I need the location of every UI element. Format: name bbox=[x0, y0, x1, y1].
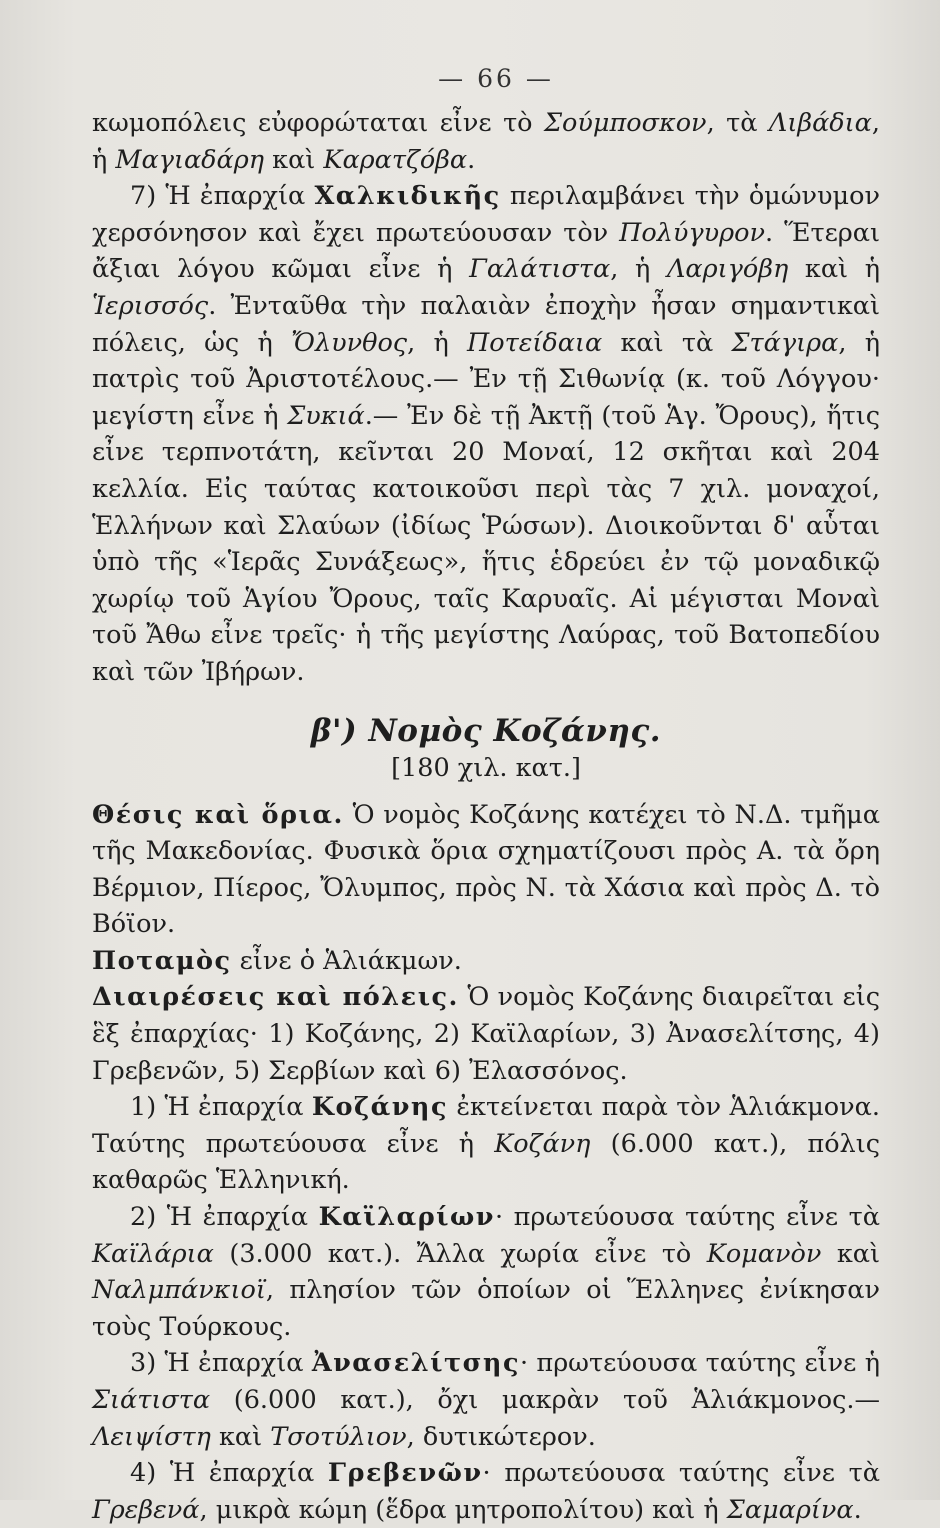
text-run: · πρωτεύουσα ταύτης εἶνε τὰ bbox=[482, 1458, 880, 1489]
place-name: Ὄλυνθος bbox=[291, 327, 408, 358]
text-run: .— Ἐν δὲ τῇ Ἀκτῇ (τοῦ Ἁγ. Ὄρους), ἥτις εἶνε τερπνοτάτη, κεῖνται 20 Μοναί, 12 σκῆται καὶ 204 κελλία. Εἰς ταύτας κατοικοῦσι περὶ τὰς 7 χιλ. μοναχοί, Ἑλλήνων καὶ Σλαύων (ἰδίως Ῥώσων). Διοικοῦνται δ' αὗται ὑπὸ τῆς «Ἱερᾶς Συνάξεως», ἥτις ἑδρεύει ἐν τῷ μοναδικῷ χωρίῳ τοῦ Ἁγίου Ὄρους, ταῖς Καρυαῖς. Αἱ μέγισται Μοναὶ τοῦ Ἄθω εἶνε τρεῖς· ἡ τῆς μεγίστης Λαύρας, τοῦ Βατοπεδίου καὶ τῶν Ἰβήρων. bbox=[92, 400, 880, 687]
paragraph-kozani bbox=[92, 1089, 880, 1199]
text-run: καὶ bbox=[272, 144, 324, 175]
subheading: Διαιρέσεις καὶ πόλεις. bbox=[92, 982, 459, 1013]
place-name: Σούμποσκον bbox=[544, 108, 707, 138]
text-run: , μικρὰ κώμη (ἕδρα μητροπολίτου) καὶ ἡ bbox=[199, 1494, 727, 1525]
text-run: ἐκτείνεται παρὰ τὸν Ἁλιάκμονα. Ταύτης πρωτεύουσα εἶνε ἡ bbox=[92, 1092, 880, 1159]
place-name: Ναλμπάνκιοϊ bbox=[92, 1275, 266, 1306]
place-name: Μαγιαδάρη bbox=[115, 144, 265, 175]
place-name: Ἱερισσός bbox=[92, 290, 209, 321]
province-name: Κοζάνης bbox=[311, 1092, 448, 1123]
place-name: Στάγιρα bbox=[731, 327, 839, 358]
text-run: , πλησίον τῶν ὁποίων οἱ Ἕλληνες ἐνίκησαν τοὺς Τούρκους. bbox=[92, 1275, 880, 1342]
place-name: Καϊλάρια bbox=[92, 1238, 214, 1269]
text-run: 2) Ἡ ἐπαρχία bbox=[130, 1202, 319, 1233]
place-name: Πολύγυρον bbox=[619, 217, 765, 248]
population-note: [180 χιλ. κατ.] bbox=[391, 752, 581, 783]
paragraph-grevena bbox=[92, 1455, 880, 1528]
continuation-paragraph bbox=[92, 105, 880, 178]
text-run: . Ἕτεραι ἄξιαι λόγου κῶμαι εἶνε ἡ bbox=[92, 217, 880, 285]
paragraph-chalkidiki bbox=[92, 178, 880, 690]
text-run: καὶ bbox=[210, 1421, 271, 1452]
text-run: καὶ ἡ bbox=[788, 254, 880, 285]
text-run: (6.000 κατ.), ὄχι μακρὰν τοῦ Ἁλιάκμονος.— bbox=[210, 1385, 880, 1415]
text-run: , ἡ bbox=[92, 108, 880, 175]
place-name: Καρατζόβα bbox=[323, 144, 468, 175]
text-run: · πρωτεύουσα ταύτης εἶνε ἡ bbox=[519, 1348, 880, 1379]
text-run: κωμοπόλεις εὐφορώταται εἶνε τὸ bbox=[92, 108, 544, 138]
text-run: . bbox=[467, 144, 476, 175]
place-name: Λειψίστη bbox=[92, 1421, 211, 1452]
paragraph-kailaria bbox=[92, 1199, 880, 1345]
text-run: περιλαμβάνει τὴν ὁμώνυμον χερσόνησον καὶ ἔχει πρωτεύουσαν τὸν bbox=[92, 181, 880, 248]
text-run: εἶνε ὁ Ἁλιάκμων. bbox=[231, 945, 462, 976]
province-name: Ἀνασελίτσης bbox=[311, 1348, 520, 1379]
paragraph-divisions bbox=[92, 979, 880, 1089]
text-run: . bbox=[853, 1494, 862, 1525]
place-name: Σαμαρίνα bbox=[726, 1494, 854, 1525]
text-run: (3.000 κατ.). Ἄλλα χωρία εἶνε τὸ bbox=[213, 1238, 707, 1269]
province-name: Γρεβενῶν bbox=[327, 1458, 483, 1489]
paragraph-river bbox=[92, 943, 880, 980]
paragraph-anaselitsa bbox=[92, 1345, 880, 1455]
text-run: 4) Ἡ ἐπαρχία bbox=[130, 1458, 328, 1489]
place-name: Κομανὸν bbox=[706, 1238, 822, 1269]
page-number: — 66 — bbox=[438, 64, 554, 93]
text-run: , ἡ bbox=[407, 327, 468, 358]
text-run: , τὰ bbox=[706, 108, 769, 138]
place-name: Γρεβενά bbox=[92, 1494, 200, 1525]
subheading: Θέσις καὶ ὅρια. bbox=[92, 799, 344, 830]
paragraph-thesis bbox=[92, 797, 880, 943]
text-run: , ἡ πατρὶς τοῦ Ἀριστοτέλους.— Ἐν τῇ Σιθωνίᾳ (κ. τοῦ Λόγγου· μεγίστη εἶνε ἡ bbox=[92, 327, 880, 431]
place-name: Τσοτύλιον bbox=[270, 1421, 407, 1452]
text-run: , ἡ bbox=[610, 254, 667, 285]
text-run: , δυτικώτερον. bbox=[406, 1421, 596, 1452]
text-run: 3) Ἡ ἐπαρχία bbox=[130, 1348, 312, 1379]
text-run: 7) Ἡ ἐπαρχία bbox=[130, 181, 315, 212]
place-name: Λιβάδια bbox=[768, 108, 872, 138]
place-name: Συκιά bbox=[287, 400, 365, 431]
text-run: 1) Ἡ ἐπαρχία bbox=[130, 1092, 312, 1123]
text-run: καὶ τὰ bbox=[602, 327, 732, 358]
section-heading: β') Νομὸς Κοζάνης. bbox=[310, 712, 662, 749]
text-run: · πρωτεύουσα ταύτης εἶνε τὰ bbox=[494, 1202, 880, 1233]
text-run: Ὁ νομὸς Κοζάνης κατέχει τὸ Ν.Δ. τμῆμα τῆς Μακεδονίας. Φυσικὰ ὅρια σχηματίζουσι πρὸς Α. τὰ ὄρη Βέρμιον, Πίερος, Ὄλυμπος, πρὸς Ν. τὰ Χάσια καὶ πρὸς Δ. τὸ Βόϊον. bbox=[92, 799, 880, 940]
text-run: Ὁ νομὸς Κοζάνης διαιρεῖται εἰς ἓξ ἐπαρχίας· 1) Κοζάνης, 2) Καϊλαρίων, 3) Ἀνασελίτσης, 4) Γρεβενῶν, 5) Σερβίων καὶ 6) Ἐλασσόνος. bbox=[92, 982, 881, 1086]
text-run: . Ἐνταῦθα τὴν παλαιὰν ἐποχὴν ἦσαν σημαντικαὶ πόλεις, ὡς ἡ bbox=[92, 290, 880, 358]
province-name: Χαλκιδικῆς bbox=[314, 181, 501, 212]
text-run: (6.000 κατ.), πόλις καθαρῶς Ἑλληνική. bbox=[92, 1128, 880, 1196]
place-name: Κοζάνη bbox=[494, 1128, 591, 1159]
subheading: Ποταμὸς bbox=[92, 945, 232, 976]
place-name: Σιάτιστα bbox=[92, 1385, 211, 1415]
province-name: Καϊλαρίων bbox=[318, 1202, 495, 1233]
place-name: Γαλάτιστα bbox=[469, 254, 611, 285]
place-name: Ποτείδαια bbox=[467, 327, 603, 358]
text-run: καὶ bbox=[821, 1238, 880, 1269]
place-name: Λαριγόβη bbox=[666, 254, 789, 285]
